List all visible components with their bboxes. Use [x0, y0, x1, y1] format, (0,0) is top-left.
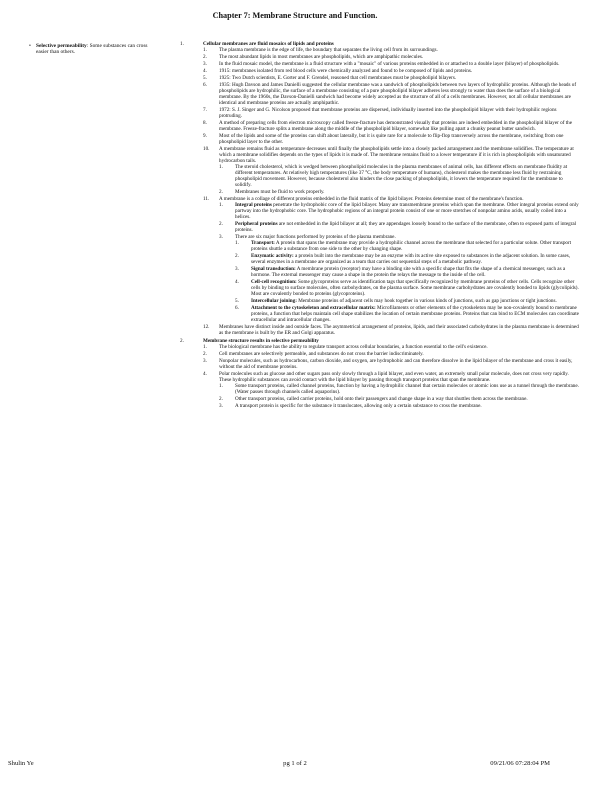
item-number: 5. — [203, 75, 207, 82]
item-term: Attachment to the cytoskeleton and extracellular matrix: — [251, 304, 376, 311]
outline-item — [219, 222, 580, 234]
outline-item — [235, 306, 580, 324]
item-number: 7. — [203, 107, 207, 114]
item-text: A membrane protein (receptor) may have a binding site with a specific shape that fits the shape of a chemical messenger, such as a hormone. The external messenger may cause a shape in the protein the relays the message to the inside of the cell. — [251, 265, 566, 278]
outline-item — [219, 235, 580, 324]
item-number: 2. — [219, 188, 223, 195]
item-number: 6. — [235, 304, 239, 311]
item-number: 3. — [203, 357, 207, 364]
item-text: A membrane remains fluid as temperature decreases until finally the phospholipids settle into a closely packed arrangement and the membrane solidifies. The temperature at which a membrane solidifies depends on the types of lipids it is made of. The membrane remains fluid to a lower temperature if it is rich in phospholipids with unsaturated hydrocarbon tails. — [219, 146, 574, 164]
item-term: Intercellular joining: — [251, 297, 297, 304]
outline-item — [219, 404, 580, 410]
outline-item — [219, 384, 580, 396]
item-number: 3. — [203, 61, 207, 68]
item-number: 4. — [203, 370, 207, 377]
section-heading: Cellular membranes are fluid mosaics of lipids and proteins — [203, 41, 334, 47]
outline-item — [235, 254, 580, 266]
item-term: Cell-cell recognition: — [251, 278, 297, 285]
item-text: penetrate the hydrophobic core of the lipid bilayer. Many are transmembrane proteins which span the membrane. Other integral proteins extend only partway into the hydrophobic core. The hydrophobic regions of an integral protein consist of one or more stretches of nonpolar amino acids, usually coiled into a helices. — [235, 201, 579, 220]
item-number: 1. — [235, 239, 239, 246]
item-number: 1. — [219, 201, 223, 208]
outline-item — [235, 267, 580, 279]
item-number: 2. — [235, 252, 239, 259]
bullet-icon: • — [29, 43, 31, 49]
item-text: The biological membrane has the ability to regulate transport across cellular boundaries, a function essential to the cell's existence. — [219, 343, 488, 350]
item-text: In the fluid mosaic model, the membrane is a fluid structure with a "mosaic" of various proteins embedded in or attached to a double layer (bilayer) of phospholipids. — [219, 61, 560, 68]
sub-list — [235, 241, 580, 324]
outline-item — [235, 299, 580, 305]
side-note-term: Selective permeability — [36, 43, 87, 49]
outline-item — [203, 147, 580, 196]
section — [180, 41, 580, 337]
side-note-text: : Some substances can cross easier than others. — [36, 43, 148, 56]
outline-item — [235, 241, 580, 253]
section-heading: Membrane structure results in selective permeability — [203, 337, 319, 344]
item-number: 6. — [203, 82, 207, 89]
outline-item — [203, 345, 580, 351]
item-text: Membrane proteins of adjacent cells may hook together in various kinds of junctions, such as gap junctions or tight junctions. — [296, 297, 557, 304]
item-number: 1. — [219, 382, 223, 389]
item-term: Signal transduction: — [251, 265, 296, 272]
sub-list — [219, 165, 580, 196]
item-text: The plasma membrane is the edge of life, the boundary that separates the living cell from its surroundings. — [219, 46, 438, 53]
item-number: 8. — [203, 120, 207, 127]
side-note — [29, 43, 154, 56]
outline — [180, 41, 580, 412]
item-number: 10. — [203, 146, 210, 153]
outline-item — [203, 197, 580, 324]
item-text: 1972: S. J. Singer and G. Nicolson proposed that membrane proteins are dispersed, individually inserted into the phospholipid bilayer with their hydrophilic regions protruding. — [219, 107, 557, 120]
item-number: 2. — [219, 395, 223, 402]
item-text: Other transport proteins, called carrier proteins, hold onto their passengers and change shape in a way that shuttles them across the membrane. — [235, 395, 528, 402]
item-text: Some transport proteins, called channel proteins, function by having a hydrophilic channel that certain molecules or atomic ions use as a tunnel through the membrane. (Water passes through channels called aquaporins). — [235, 382, 579, 395]
item-number: 2. — [219, 220, 223, 227]
item-term: Enzymatic activity: — [251, 252, 294, 259]
item-text: A membrane is a collage of different proteins embedded in the fluid matrix of the lipid bilayer. Proteins determine most of the membrane's function. — [219, 195, 524, 202]
section-number: 1. — [180, 41, 184, 47]
item-number: 12. — [203, 323, 210, 330]
item-text: A method of preparing cells from electron microscopy called freeze-fracture has demonstrated visually that proteins are indeed embedded in the phospholipid bilayer of the membrane. Freeze-fracture splits a membrane along the middle of the phospholipid bilayer, somewhat like pulling apart a chunky peanut butter sandwich. — [219, 120, 573, 133]
outline-list — [180, 41, 580, 410]
item-text: 1925: Two Dutch scientists, E. Gorter and F. Grendel, reasoned that cell membranes must be phospholipid bilayers. — [219, 75, 457, 82]
item-text: Some glycoproteins serve as identification tags that specifically recognized by membrane proteins of other cells. Cells recognize other cells by binding to surface molecules, often carbohydrates, on the plasma surface. Some membrane carbohydrates are covalently bonded to lipids (glycolipids). Most are covalently bonded to proteins (glycoproteins). — [251, 278, 579, 297]
outline-item — [219, 397, 580, 403]
section — [180, 337, 580, 410]
item-number: 5. — [235, 297, 239, 304]
item-number: 3. — [219, 233, 223, 240]
item-text: are not embedded in the lipid bilayer at all; they are appendages loosely bound to the surface of the membrane, often to exposed parts of integral proteins. — [235, 220, 577, 233]
outline-item — [203, 325, 580, 337]
item-term: Transport: — [251, 239, 275, 246]
item-number: 2. — [203, 350, 207, 357]
section-number: 2. — [180, 337, 184, 344]
item-number: 11. — [203, 195, 210, 202]
outline-item — [219, 190, 580, 196]
item-text: Membranes have distinct inside and outside faces. The asymmetrical arrangement of proteins, lipids, and their associated carbohydrates in the plasma membrane is determined as the membrane is built by the ER and Golgi apparatus. — [219, 323, 579, 336]
outline-item — [203, 108, 580, 120]
outline-item — [203, 69, 580, 75]
item-number: 2. — [203, 54, 207, 60]
item-term: Peripheral proteins — [235, 220, 278, 227]
sub-list — [219, 384, 580, 410]
footer-author: Shulin Ye — [8, 760, 34, 767]
item-text: Most of the lipids and some of the proteins can shift about laterally, but it is quite rare for a molecule to flip-flop transversely across the membrane, switching from one phospholipid layer to the other. — [219, 133, 564, 146]
item-text: There are six major functions performed by proteins of the plasma membrane. — [235, 233, 396, 240]
item-text: 1935: Hugh Davson and James Danielli suggested the cellular membrane was a sandwich of phospholipids between two layers of hydrophilic proteins. Although the heads of phospholipids are hydrophilic, the surface of a membrane consisting of a pure phospholipid bilayer adheres less strongly to water than does the surface of a biological membrane. By the 1960s, the Davson-Danielli sandwich had become widely accepted as the structure of all of a cells membranes. However, not all cellular membranes are identical and membrane proteins are actually amphipathic. — [219, 82, 577, 107]
outline-item — [235, 280, 580, 298]
footer-page-number: pg 1 of 2 — [283, 760, 307, 767]
item-text: a protein built into the membrane may be an enzyme with its active site exposed to substances in the adjacent solution. In some cases, several enzymes in a membrane are organized as a team that carries out sequential steps of a metabolic pathway. — [251, 252, 571, 265]
item-text: The steroid cholesterol, which is wedged between phospholipid molecules in the plasma membranes of animal cells, has different effects on membrane fluidity at different temperatures. At relatively high temperatures (like 37 °C, the body temperature of humans), cholesterol makes the membrane less fluid by restraining phospholipid movement. However, because cholesterol also hinders the close packing of phospholipids, it lowers the temperature required for the membrane to solidify. — [235, 163, 568, 188]
item-number: 1. — [203, 343, 207, 350]
item-text: Cell membranes are selectively permeable, and substances do not cross the barrier indiscriminately. — [219, 350, 424, 357]
item-text: The most abundant lipids in most membranes are phospholipids, which are amphipathic molecules. — [219, 54, 424, 60]
page-title: Chapter 7: Membrane Structure and Function. — [212, 11, 378, 20]
item-number: 9. — [203, 133, 207, 140]
outline-item — [203, 121, 580, 133]
item-number: 4. — [235, 278, 239, 285]
item-number: 1. — [219, 163, 223, 170]
outline-item — [203, 359, 580, 371]
outline-item — [203, 134, 580, 146]
item-text: 1915: membranes isolated from red blood cells were chemically analyzed and found to be composed of lipids and proteins. — [219, 68, 473, 75]
sub-list — [219, 203, 580, 324]
item-number: 4. — [203, 68, 207, 75]
item-text: A protein that spans the membrane may provide a hydrophilic channel across the membrane that selected for a particular solute. Other transport proteins shuttle a substance from one side to the other by changing shape. — [251, 239, 572, 252]
section-items — [203, 48, 580, 337]
item-text: Nonpolar molecules, such as hydrocarbons, carbon dioxide, and oxygen, are hydrophobic and can therefore dissolve in the lipid bilayer of the membrane and cross it easily, without the aid of membrane proteins. — [219, 357, 573, 370]
item-text: Polar molecules such as glucose and other sugars pass only slowly through a lipid bilayer, and even water, an extremely small polar molecule, does not cross very rapidly. These hydrophilic substances can avoid contact with the lipid bilayer by passing through transport proteins that span the membrane. — [219, 370, 569, 383]
item-text: A transport protein is specific for the substance it translocates, allowing only a certain substance to cross the membrane. — [235, 402, 482, 409]
outline-item — [203, 48, 580, 54]
section-items — [203, 345, 580, 410]
item-term: Integral proteins — [235, 201, 272, 208]
outline-item — [203, 83, 580, 107]
outline-item — [203, 372, 580, 410]
item-text: Microfilaments or other elements of the cytoskeleton may be non-covalently bound to membrane proteins, a function that helps maintain cell shape stabilizes the location of certain membrane proteins. Proteins that can bind to ECM molecules can coordinate extracellular and intracellular changes. — [251, 304, 579, 323]
outline-item — [219, 203, 580, 221]
outline-item — [203, 352, 580, 358]
item-number: 3. — [235, 265, 239, 272]
item-text: Membranes must be fluid to work properly. — [235, 188, 325, 195]
footer-timestamp: 09/21/06 07:28:04 PM — [490, 760, 550, 767]
item-number: 1. — [203, 46, 207, 53]
item-number: 3. — [219, 402, 223, 409]
outline-item — [219, 165, 580, 189]
